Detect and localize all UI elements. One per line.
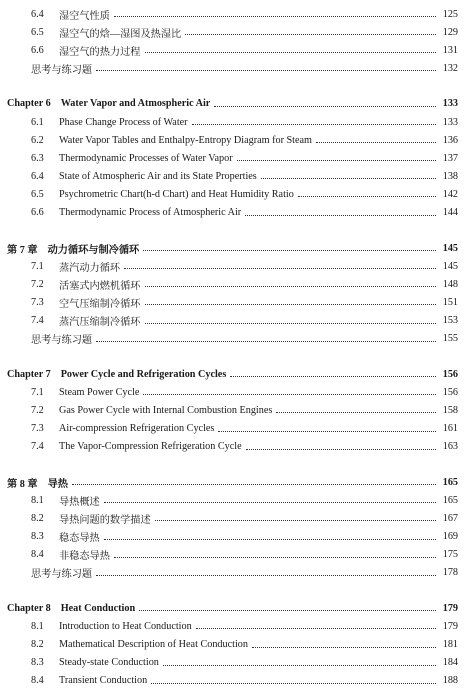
page-number: 167 [442, 512, 458, 524]
entry-title: 导热 [47, 478, 68, 490]
section-entry [31, 509, 458, 527]
page-number: 144 [442, 207, 458, 218]
entry-number: 6.5 [31, 188, 44, 200]
entry-number: 6.4 [31, 8, 44, 20]
entry-title: Thermodynamic Process of Atmospheric Air [59, 207, 242, 218]
section-entry [31, 383, 458, 401]
dot-leader [114, 15, 436, 17]
entry-number: 8.4 [31, 549, 44, 561]
section-entry [31, 654, 458, 672]
entry-title: Steam Power Cycle [59, 386, 140, 398]
entry-title: Transient Conduction [59, 675, 148, 687]
page-number: 129 [442, 26, 458, 38]
dot-leader [218, 430, 436, 432]
page-number: 156 [442, 386, 458, 398]
section-entry [31, 167, 458, 185]
entry-title: 湿空气性质 [59, 10, 110, 22]
dot-leader [155, 519, 436, 521]
dot-leader [72, 483, 436, 485]
dot-leader [145, 303, 437, 305]
section-entry [31, 23, 458, 41]
entry-title: 蒸汽动力循环 [59, 262, 121, 274]
entry-title: 思考与练习题 [31, 569, 93, 581]
entry-number: 7.4 [31, 315, 44, 326]
entry-title: 非稳态导热 [59, 551, 110, 563]
dot-leader [316, 141, 436, 143]
exercise-entry [31, 59, 458, 77]
entry-title: 稳态导热 [59, 533, 100, 544]
section-entry [31, 131, 458, 149]
dot-leader [252, 646, 436, 648]
entry-title: Thermodynamic Processes of Water Vapor [59, 152, 233, 164]
page-number: 138 [442, 170, 458, 182]
entry-title: Air-compression Refrigeration Cycles [59, 423, 215, 434]
entry-number: 8.1 [31, 494, 44, 506]
section-entry [31, 149, 458, 167]
page-number: 155 [442, 333, 458, 345]
section-entry [31, 491, 458, 509]
dot-leader [143, 249, 436, 251]
section-entry [31, 257, 458, 275]
entry-number: 6.1 [31, 116, 44, 128]
entry-number: 8.3 [31, 531, 44, 542]
dot-leader [145, 322, 437, 324]
dot-leader [104, 501, 436, 503]
dot-leader [192, 123, 436, 125]
entry-number: 7.1 [31, 386, 44, 398]
entry-title: Phase Change Process of Water [59, 116, 188, 128]
dot-leader [143, 393, 436, 395]
entry-title: Water Vapor Tables and Enthalpy-Entropy Diagram for Steam [59, 134, 312, 146]
entry-title: State of Atmospheric Air and its State Properties [59, 170, 257, 182]
section-entry [31, 41, 458, 59]
section-entry [31, 546, 458, 564]
page-number: 148 [442, 278, 458, 290]
section-entry [31, 185, 458, 203]
section-entry [31, 312, 458, 330]
dot-leader [124, 267, 436, 269]
dot-leader [261, 177, 436, 179]
entry-number: Chapter 7 [7, 368, 51, 380]
section-entry [31, 5, 458, 23]
page-number: 133 [442, 98, 458, 110]
exercise-entry [31, 564, 458, 582]
exercise-entry [31, 330, 458, 348]
dot-leader [196, 627, 436, 629]
entry-title: The Vapor-Compression Refrigeration Cycle [59, 441, 242, 453]
page-number: 145 [442, 242, 458, 254]
chapter-entry [7, 95, 458, 113]
entry-number: 第 7 章 [7, 244, 38, 256]
entry-title: Gas Power Cycle with Internal Combustion Engines [59, 404, 273, 416]
entry-number: 8.1 [31, 620, 44, 632]
dot-leader [276, 411, 436, 413]
dot-leader [104, 538, 436, 540]
page-number: 179 [442, 602, 458, 614]
dot-leader [214, 105, 436, 107]
entry-title: Heat Conduction [60, 602, 136, 614]
entry-title: 蒸汽压缩制冷循环 [59, 317, 141, 328]
entry-title: 思考与练习题 [31, 64, 93, 76]
entry-number: 6.4 [31, 170, 44, 182]
section-entry [31, 528, 458, 546]
entry-number: 8.3 [31, 657, 44, 669]
page-number: 136 [442, 134, 458, 146]
dot-leader [245, 214, 436, 216]
entry-title: 湿空气的焓—湿图及热湿比 [59, 28, 182, 40]
dot-leader [298, 195, 436, 197]
entry-title: Power Cycle and Refrigeration Cycles [60, 368, 227, 380]
section-entry [31, 275, 458, 293]
entry-title: Steady-state Conduction [59, 657, 159, 669]
page-number: 188 [442, 675, 458, 687]
page-number: 181 [442, 639, 458, 650]
entry-title: Psychrometric Chart(h-d Chart) and Heat Humidity Ratio [59, 188, 294, 200]
dot-leader [246, 448, 436, 450]
entry-title: 导热概述 [59, 496, 100, 508]
page-number: 132 [442, 62, 458, 74]
section-entry [31, 401, 458, 419]
entry-number: 6.6 [31, 207, 44, 218]
entry-number: Chapter 6 [7, 98, 51, 110]
dot-leader [145, 285, 437, 287]
chapter-entry [7, 239, 458, 257]
entry-number: 8.4 [31, 675, 44, 687]
page-number: 163 [442, 441, 458, 453]
page-number: 179 [442, 620, 458, 632]
entry-title: 活塞式内燃机循环 [59, 280, 141, 292]
entry-number: 6.5 [31, 26, 44, 38]
page-number: 137 [442, 152, 458, 164]
page-number: 165 [442, 494, 458, 506]
dot-leader [139, 609, 436, 611]
dot-leader [237, 159, 436, 161]
dot-leader [114, 556, 436, 558]
section-entry [31, 617, 458, 635]
entry-number: 第 8 章 [7, 478, 38, 490]
entry-number: 8.2 [31, 512, 44, 524]
entry-number: 6.6 [31, 44, 44, 56]
entry-title: 动力循环与制冷循环 [47, 244, 140, 256]
entry-title: Mathematical Description of Heat Conduction [59, 639, 248, 650]
section-entry [31, 293, 458, 311]
page-number: 145 [442, 260, 458, 272]
page-number: 175 [442, 549, 458, 561]
dot-leader [96, 340, 436, 342]
page-number: 133 [442, 116, 458, 128]
section-entry [31, 672, 458, 690]
page-number: 142 [442, 188, 458, 200]
entry-title: 湿空气的热力过程 [59, 46, 141, 58]
entry-number: 7.2 [31, 278, 44, 290]
page-number: 153 [442, 315, 458, 326]
page-number: 158 [442, 404, 458, 416]
dot-leader [163, 664, 436, 666]
page-number: 178 [442, 567, 458, 579]
entry-title: 导热问题的数学描述 [59, 514, 151, 526]
chapter-entry [7, 473, 458, 491]
dot-leader [230, 375, 436, 377]
chapter-entry [7, 365, 458, 383]
section-entry [31, 113, 458, 131]
entry-title: 思考与练习题 [31, 335, 93, 347]
entry-number: 7.1 [31, 260, 44, 272]
chapter-entry [7, 599, 458, 617]
entry-title: Introduction to Heat Conduction [59, 620, 192, 632]
entry-number: 7.3 [31, 296, 44, 308]
page-number: 161 [442, 423, 458, 434]
entry-title: Water Vapor and Atmospheric Air [60, 98, 211, 110]
section-entry [31, 636, 458, 654]
entry-number: Chapter 8 [7, 602, 51, 614]
dot-leader [145, 51, 437, 53]
page-number: 165 [442, 476, 458, 488]
section-entry [31, 204, 458, 222]
entry-number: 8.2 [31, 639, 44, 650]
entry-number: 7.3 [31, 423, 44, 434]
dot-leader [96, 69, 436, 71]
dot-leader [96, 574, 436, 576]
entry-title: 空气压缩制冷循环 [59, 298, 141, 310]
page-number: 151 [442, 296, 458, 308]
page-number: 125 [442, 8, 458, 20]
page-number: 131 [442, 44, 458, 56]
section-entry [31, 420, 458, 438]
entry-number: 7.4 [31, 441, 44, 453]
dot-leader [185, 33, 436, 35]
entry-number: 6.3 [31, 152, 44, 164]
page-number: 184 [442, 657, 458, 669]
section-entry [31, 438, 458, 456]
entry-number: 6.2 [31, 134, 44, 146]
dot-leader [151, 682, 436, 684]
page-number: 156 [442, 368, 458, 380]
entry-number: 7.2 [31, 404, 44, 416]
page-number: 169 [442, 531, 458, 542]
